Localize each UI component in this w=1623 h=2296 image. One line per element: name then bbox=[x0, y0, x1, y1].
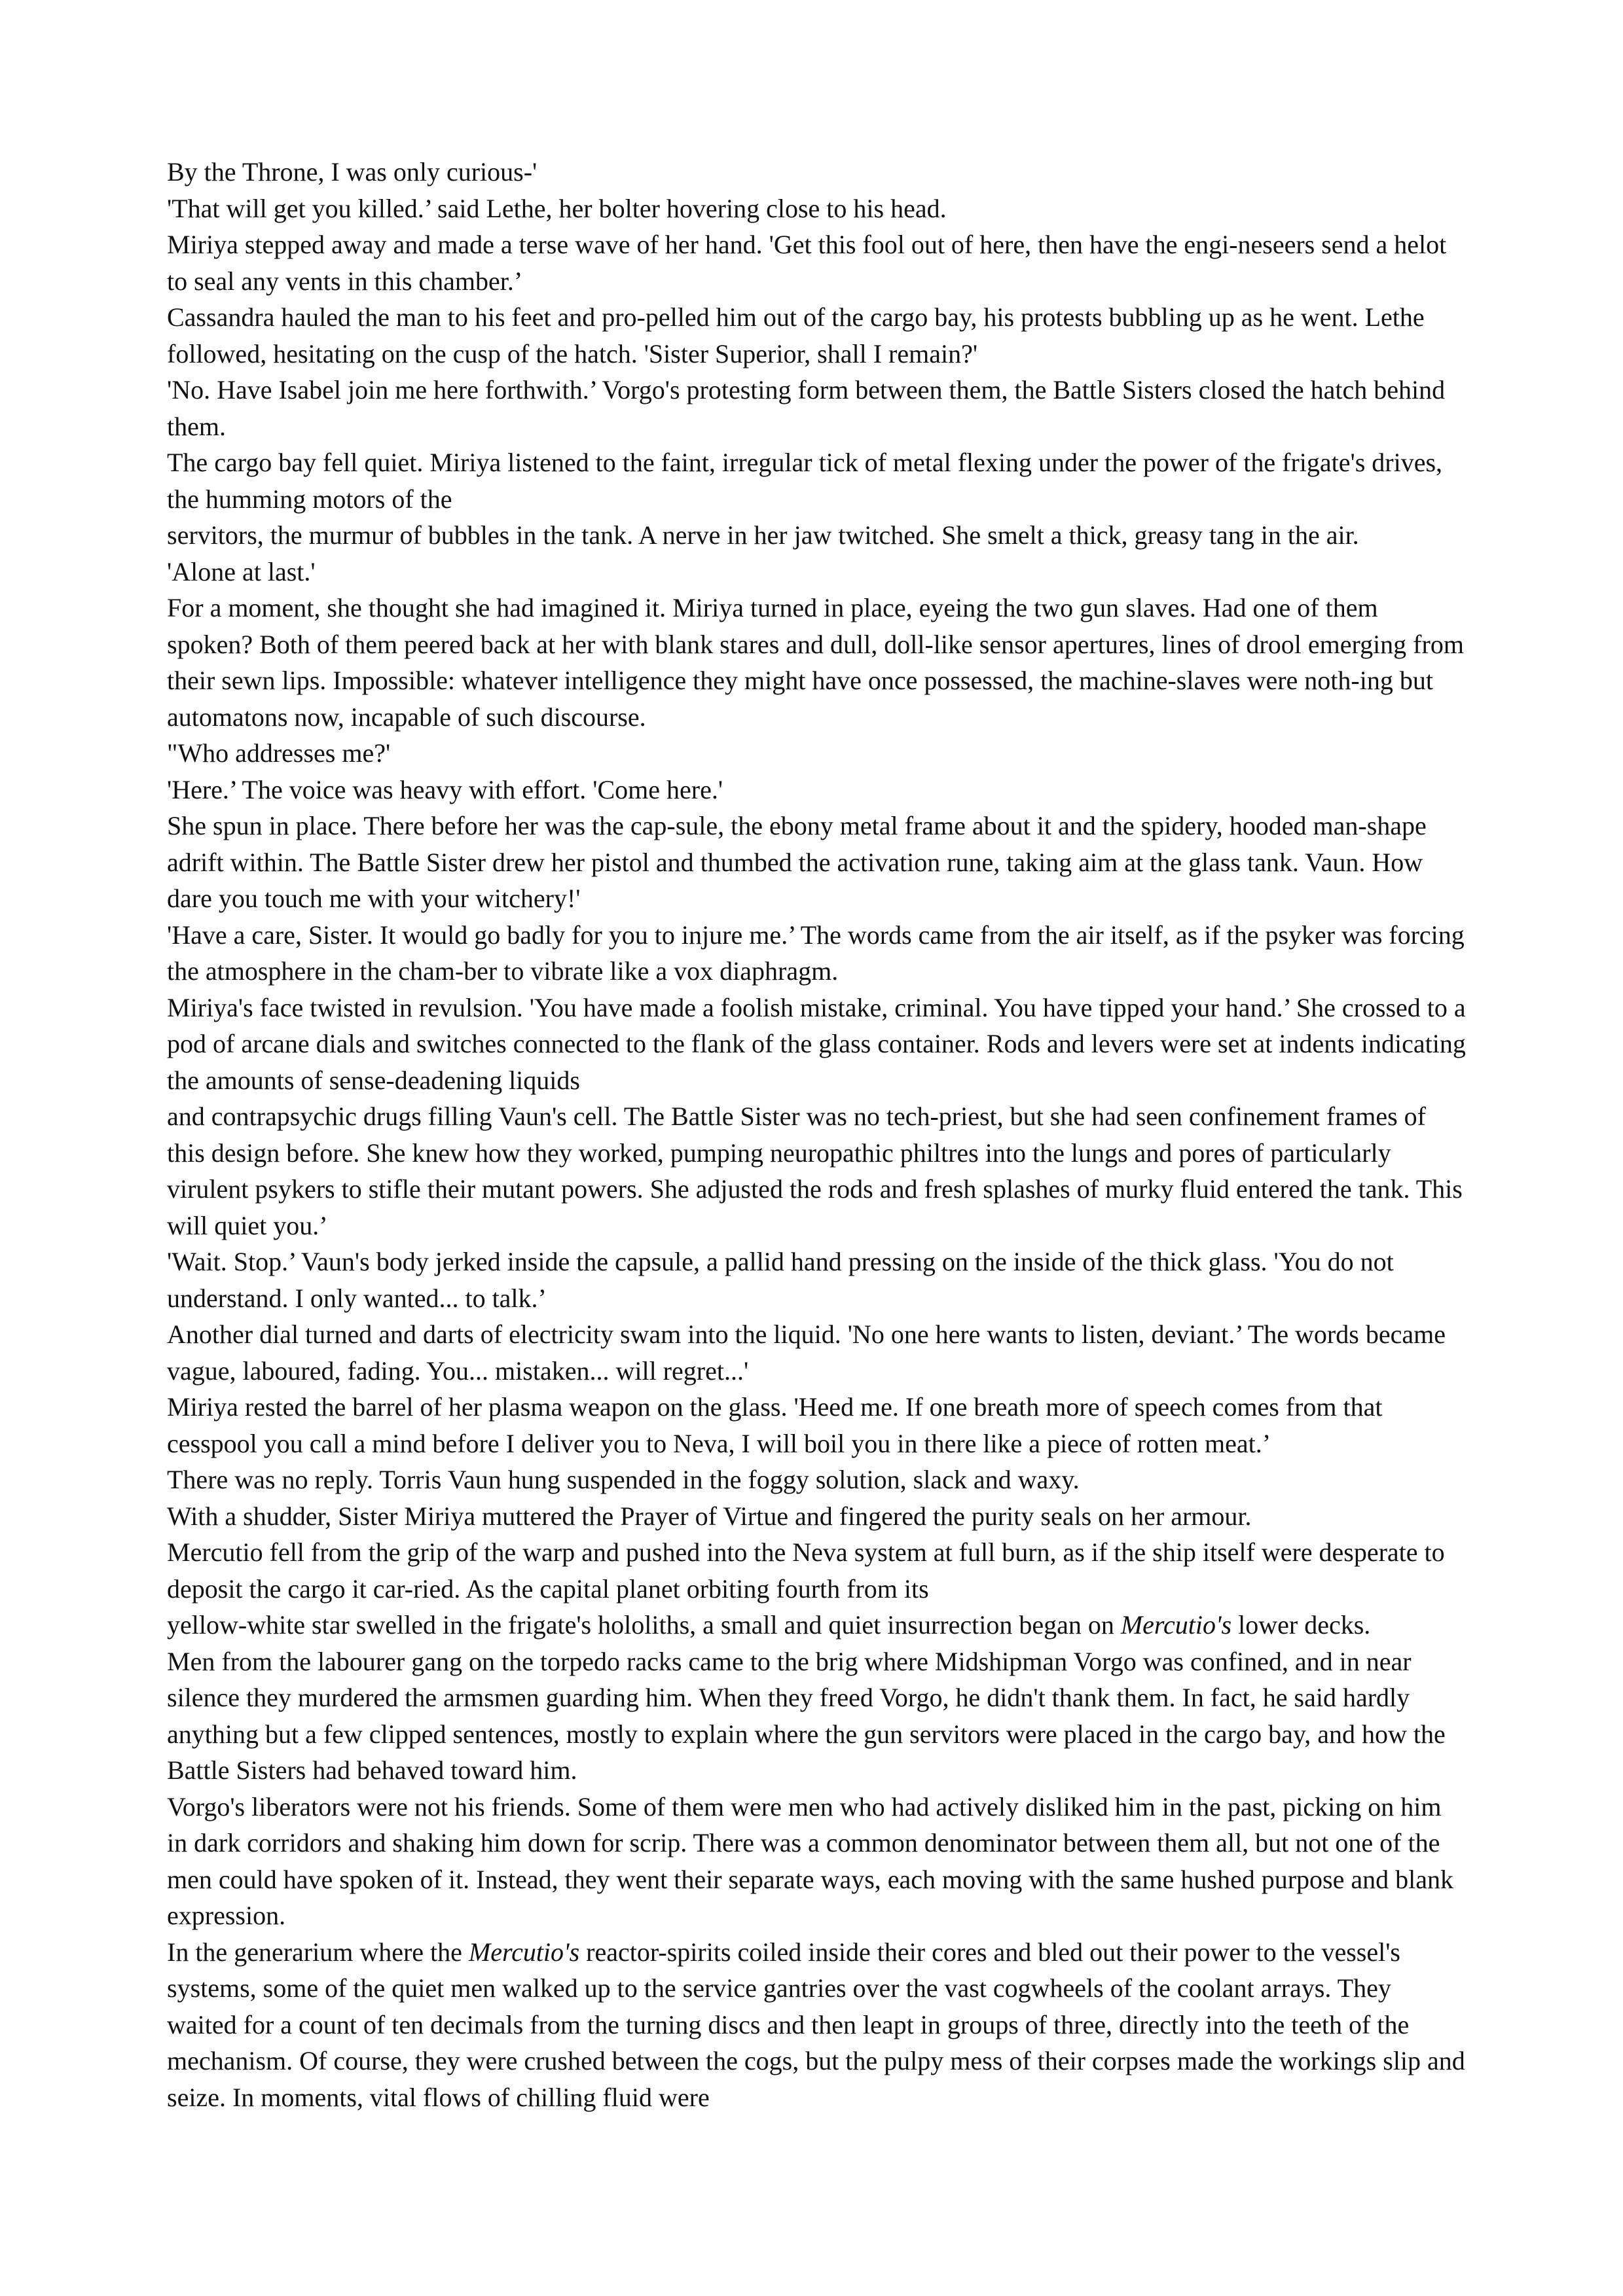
paragraph-12-text: She spun in place. There before her was the cap-sule, the ebony metal frame about it and the spidery, hooded man-shape adrift within. The Battle Sister drew her pistol and thumbed the activation rune, taking aim at the glass tank. Vaun. How dare you touch me with your witchery!' bbox=[167, 811, 1427, 913]
paragraph-13-text: 'Have a care, Sister. It would go badly for you to injure me.’ The words came from the air itself, as if the psyker was forcing the atmosphere in the cham-ber to vibrate like a vox diaphragm. bbox=[167, 920, 1465, 986]
paragraph-21-text: Mercutio fell from the grip of the warp and pushed into the Neva system at full burn, as if the ship itself were desperate to deposit the cargo it car-ried. As the capital planet orbiting fourth from its bbox=[167, 1537, 1445, 1604]
paragraph-1 bbox=[167, 154, 1467, 190]
paragraph-4-text: Cassandra hauled the man to his feet and pro-pelled him out of the cargo bay, his protests bubbling up as he went. Lethe followed, hesitating on the cusp of the hatch. 'Sister Superior, shall I remain?' bbox=[167, 302, 1425, 368]
paragraph-20 bbox=[167, 1498, 1467, 1535]
document-page bbox=[167, 154, 1467, 2115]
paragraph-22-text-b: lower decks. bbox=[1231, 1610, 1371, 1640]
paragraph-15-text: and contrapsychic drugs filling Vaun's cell. The Battle Sister was no tech-priest, but she had seen confinement frames of this design before. She knew how they worked, pumping neuropathic philtres into the lungs and pores of particularly virulent psykers to stifle their mutant powers. She adjusted the rods and fresh splashes of murky fluid entered the tank. This will quiet you.’ bbox=[167, 1102, 1463, 1240]
paragraph-3 bbox=[167, 226, 1467, 299]
paragraph-12 bbox=[167, 808, 1467, 917]
paragraph-21 bbox=[167, 1534, 1467, 1607]
paragraph-1-text: By the Throne, I was only curious-' bbox=[167, 157, 538, 187]
paragraph-8 bbox=[167, 554, 1467, 590]
paragraph-6 bbox=[167, 444, 1467, 517]
paragraph-14-text: Miriya's face twisted in revulsion. 'You have made a foolish mistake, criminal. You have tipped your hand.’ She crossed to a pod of arcane dials and switches connected to the flank of the glass container. Rods and levers were set at indents indicating the amounts of sense-deadening liquids bbox=[167, 992, 1466, 1095]
paragraph-17-text: Another dial turned and darts of electricity swam into the liquid. 'No one here wants to listen, deviant.’ The words became vague, laboured, fading. You... mistaken... will regret...' bbox=[167, 1319, 1446, 1386]
paragraph-24-text: Vorgo's liberators were not his friends. Some of them were men who had actively disliked him in the past, picking on him in dark corridors and shaking him down for scrip. There was a common denominator between them all, but not one of the men could have spoken of it. Instead, they went their separate ways, each moving with the same hushed purpose and blank expression. bbox=[167, 1791, 1453, 1930]
paragraph-18 bbox=[167, 1389, 1467, 1462]
paragraph-3-text: Miriya stepped away and made a terse wave of her hand. 'Get this fool out of here, then have the engi-neseers send a helot to seal any vents in this chamber.’ bbox=[167, 230, 1447, 296]
paragraph-16-text: 'Wait. Stop.’ Vaun's body jerked inside the capsule, a pallid hand pressing on the inside of the thick glass. 'You do not understand. I only wanted... to talk.’ bbox=[167, 1247, 1394, 1313]
paragraph-20-text: With a shudder, Sister Miriya muttered the Prayer of Virtue and fingered the purity seals on her armour. bbox=[167, 1501, 1252, 1531]
paragraph-9 bbox=[167, 590, 1467, 735]
paragraph-7 bbox=[167, 517, 1467, 554]
paragraph-10 bbox=[167, 735, 1467, 772]
paragraph-9-text: For a moment, she thought she had imagined it. Miriya turned in place, eyeing the two gun slaves. Had one of them spoken? Both of them peered back at her with blank stares and dull, doll-like sensor apertures, lines of drool emerging from their sewn lips. Impossible: whatever intelligence they might have once possessed, the machine-slaves were noth-ing but automatons now, incapable of such discourse. bbox=[167, 593, 1464, 732]
paragraph-23-text: Men from the labourer gang on the torpedo racks came to the brig where Midshipman Vorgo was confined, and in near silence they murdered the armsmen guarding him. When they freed Vorgo, he didn't thank them. In fact, he said hardly anything but a few clipped sentences, mostly to explain where the gun servitors were placed in the cargo bay, and how the Battle Sisters had behaved toward him. bbox=[167, 1646, 1446, 1785]
paragraph-2-text: 'That will get you killed.’ said Lethe, her bolter hovering close to his head. bbox=[167, 193, 947, 223]
paragraph-6-text: The cargo bay fell quiet. Miriya listened to the faint, irregular tick of metal flexing under the power of the frigate's drives, the humming motors of the bbox=[167, 448, 1443, 514]
paragraph-5 bbox=[167, 372, 1467, 444]
paragraph-25-text-a: In the generarium where the bbox=[167, 1937, 469, 1967]
paragraph-11-text: 'Here.’ The voice was heavy with effort. 'Come here.' bbox=[167, 774, 723, 804]
paragraph-11 bbox=[167, 772, 1467, 808]
paragraph-7-text: servitors, the murmur of bubbles in the tank. A nerve in her jaw twitched. She smelt a thick, greasy tang in the air. bbox=[167, 520, 1359, 550]
paragraph-2 bbox=[167, 190, 1467, 227]
paragraph-23 bbox=[167, 1643, 1467, 1789]
paragraph-22 bbox=[167, 1607, 1467, 1643]
paragraph-22-text-a: yellow-white star swelled in the frigate's hololiths, a small and quiet insurrection began on bbox=[167, 1610, 1121, 1640]
paragraph-17 bbox=[167, 1316, 1467, 1389]
paragraph-19-text: There was no reply. Torris Vaun hung suspended in the foggy solution, slack and waxy. bbox=[167, 1465, 1080, 1494]
paragraph-18-text: Miriya rested the barrel of her plasma weapon on the glass. 'Heed me. If one breath more of speech comes from that cesspool you call a mind before I deliver you to Neva, I will boil you in there like a piece of rotten meat.’ bbox=[167, 1392, 1383, 1458]
paragraph-10-text: "Who addresses me?' bbox=[167, 738, 391, 768]
paragraph-13 bbox=[167, 917, 1467, 990]
paragraph-8-text: 'Alone at last.' bbox=[167, 556, 316, 586]
ship-name-italic: Mercutio's bbox=[468, 1937, 580, 1967]
ship-name-italic: Mercutio's bbox=[1120, 1610, 1232, 1640]
paragraph-4 bbox=[167, 299, 1467, 372]
paragraph-16 bbox=[167, 1244, 1467, 1316]
paragraph-24 bbox=[167, 1789, 1467, 1934]
paragraph-14 bbox=[167, 990, 1467, 1099]
paragraph-25 bbox=[167, 1934, 1467, 2116]
paragraph-19 bbox=[167, 1462, 1467, 1498]
paragraph-25-text-b: reactor-spirits coiled inside their cores and bled out their power to the vessel's systems, some of the quiet men walked up to the service gantries over the vast cogwheels of the coolant arrays. They waited for a count of ten decimals from the turning discs and then leapt in groups of three, directly into the teeth of the mechanism. Of course, they were crushed between the cogs, but the pulpy mess of their corpses made the workings slip and seize. In moments, vital flows of chilling fluid were bbox=[167, 1937, 1465, 2112]
paragraph-15 bbox=[167, 1098, 1467, 1244]
paragraph-5-text: 'No. Have Isabel join me here forthwith.’ Vorgo's protesting form between them, the Battle Sisters closed the hatch behind them. bbox=[167, 375, 1446, 441]
